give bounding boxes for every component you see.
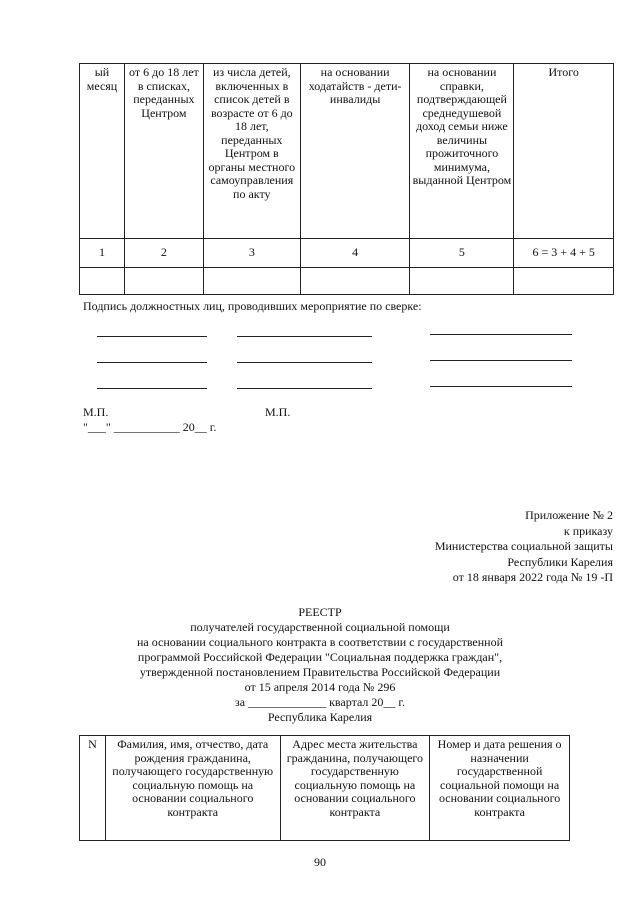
- registry-line: программой Российской Федерации "Социальная поддержка граждан",: [137, 650, 503, 664]
- appendix-line: Министерства социальной защиты: [434, 539, 613, 553]
- stamp-place-left: М.П.: [83, 405, 109, 419]
- header-cell: на основании ходатайств - дети-инвалиды: [300, 64, 410, 239]
- empty-cell: [80, 268, 125, 295]
- registry-line: Республика Карелия: [267, 710, 373, 724]
- header-cell: из числа детей, включенных в список детей в возрасте от 6 до 18 лет, переданных Центром в органы местного самоуправления по акту: [203, 64, 300, 239]
- header-cell: Итого: [514, 64, 614, 239]
- summary-table: [79, 63, 614, 295]
- registry-line: от 15 апреля 2014 года № 296: [244, 680, 396, 694]
- empty-cell: [514, 268, 614, 295]
- header-cell: Номер и дата решения о назначении государственной социальной помощи на основании социального контракта: [430, 736, 570, 841]
- registry-title-block: [90, 605, 550, 725]
- empty-cell: [124, 268, 203, 295]
- empty-cell: [300, 268, 410, 295]
- registry-table: [79, 735, 570, 841]
- signature-line: [237, 336, 372, 337]
- registry-title: РЕЕСТР: [298, 605, 342, 619]
- registry-line: на основании социального контракта в соответствии с государственной: [136, 635, 504, 649]
- registry-line: утвержденной постановлением Правительства Российской Федерации: [139, 665, 501, 679]
- header-cell: Адрес места жительства гражданина, получающего государственную социальную помощь на основании социального контракта: [280, 736, 430, 841]
- signature-line: [97, 336, 207, 337]
- header-cell: от 6 до 18 лет в списках, переданных Центром: [124, 64, 203, 239]
- signature-caption: Подпись должностных лиц, проводивших мероприятие по сверке:: [83, 299, 422, 313]
- appendix-line: к приказу: [563, 523, 613, 538]
- appendix-line: Республики Карелия: [507, 554, 613, 569]
- signature-line: [430, 334, 572, 335]
- signature-line: [97, 362, 207, 363]
- appendix-line: от 18 января 2022 года № 19 -П: [452, 570, 613, 584]
- signature-line: [430, 386, 572, 387]
- signature-line: [237, 362, 372, 363]
- column-number: 4: [300, 239, 410, 268]
- signature-line: [97, 388, 207, 389]
- column-number: 5: [410, 239, 514, 268]
- signature-line: [430, 360, 572, 361]
- signature-line: [237, 388, 372, 389]
- appendix-line: Приложение № 2: [525, 508, 613, 522]
- header-cell: N: [80, 736, 106, 841]
- page-number: 90: [314, 855, 326, 869]
- registry-line: за _____________ квартал 20__ г.: [235, 695, 405, 709]
- header-cell: Фамилия, имя, отчество, дата рождения гражданина, получающего государственную социальную помощь на основании социального контракта: [105, 736, 280, 841]
- column-number: 1: [80, 239, 125, 268]
- column-number: 2: [124, 239, 203, 268]
- date-line: "___" ___________ 20__ г.: [83, 420, 217, 434]
- column-number: 3: [203, 239, 300, 268]
- table-header-row: [80, 64, 614, 239]
- registry-line: получателей государственной социальной помощи: [190, 620, 450, 634]
- header-cell: на основании справки, подтверждающей среднедушевой доход семьи ниже величины прожиточного минимума, выданной Центром: [410, 64, 514, 239]
- header-cell: ый месяц: [80, 64, 125, 239]
- empty-row: [80, 268, 614, 295]
- empty-cell: [203, 268, 300, 295]
- column-number-row: [80, 239, 614, 268]
- appendix-block: [435, 508, 613, 586]
- stamp-place-right: М.П.: [265, 405, 291, 419]
- empty-cell: [410, 268, 514, 295]
- column-number: 6 = 3 + 4 + 5: [514, 239, 614, 268]
- table-header-row: [80, 736, 570, 841]
